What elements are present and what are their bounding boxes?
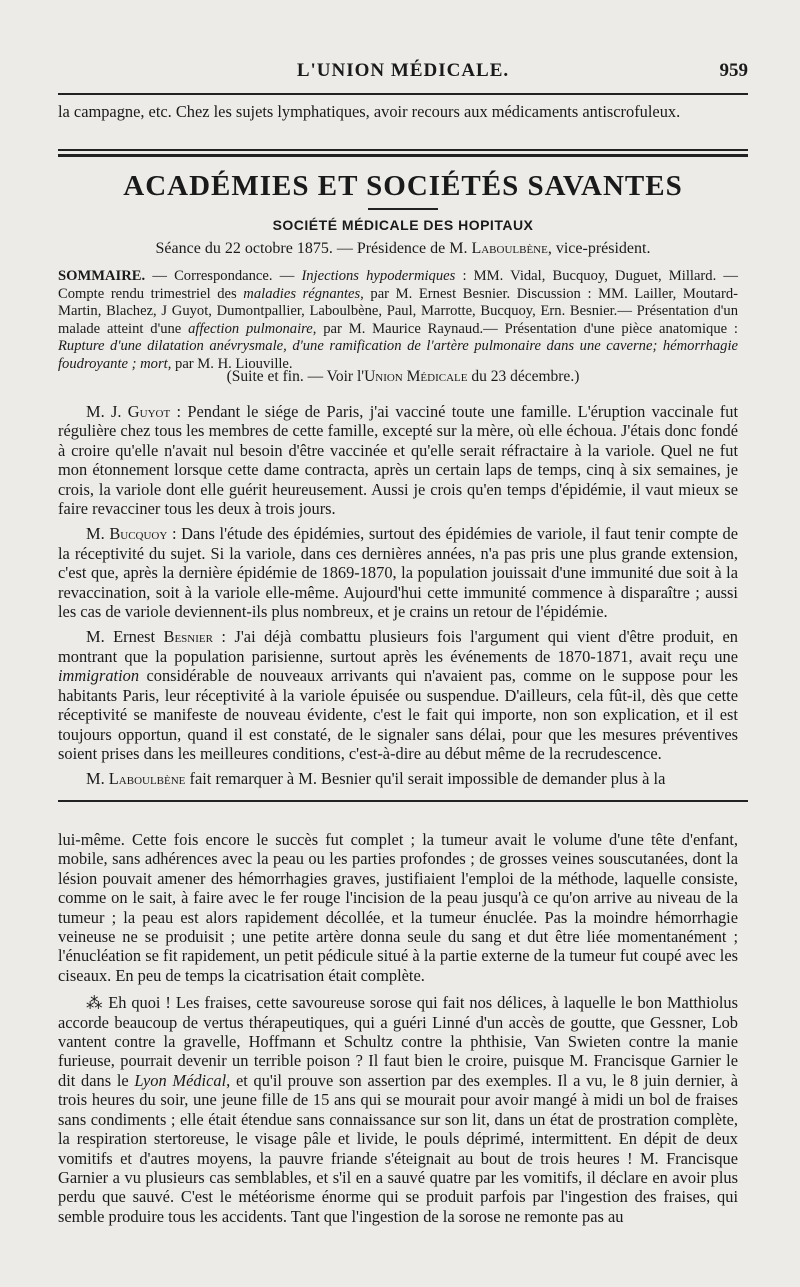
summary-topic-1: Injections hypodermiques bbox=[301, 268, 456, 284]
besnier-speaker-prefix: M. Ernest bbox=[86, 627, 156, 647]
summary-text-4: , par M. Maurice Raynaud.— Présentation d'une pièce anatomique : bbox=[312, 320, 738, 337]
opening-text bbox=[58, 102, 738, 121]
summary-text-1: — Correspondance. — bbox=[145, 268, 302, 284]
running-head bbox=[58, 60, 748, 88]
besnier-speaker: Besnier bbox=[163, 627, 213, 647]
asterism-mark: ⁂ bbox=[86, 993, 104, 1013]
summary-block bbox=[58, 268, 738, 374]
society-title: SOCIÉTÉ MÉDICALE DES HOPITAUX bbox=[272, 217, 534, 233]
session-suffix: , vice-président. bbox=[547, 240, 651, 257]
besnier-text-2: considérable de nouveaux arrivants qui n'avaient pas, comme on le suppose pour les habitants Paris, leur réceptivité à la variole épuisée ou suspendue. D'ailleurs, cela fût-il, dès que cette réceptivité se manifeste de nouveau évidente, c'est le fait qui importe, non son explication, et il est toujours opportun, quand il est constaté, de le signaler sans délai, pour que les mesures préventives soient prises dans les meilleures conditions, c'est-à-dire au début même de la recrudescence. bbox=[58, 666, 738, 763]
bucquoy-paragraph bbox=[58, 524, 738, 621]
besnier-paragraph bbox=[58, 627, 738, 763]
summary-label: SOMMAIRE. bbox=[58, 268, 146, 284]
laboulbene-speaker: Laboulbène bbox=[108, 769, 186, 789]
laboulbene-text: fait remarquer à M. Besnier qu'il serait impossible de demander plus à la bbox=[185, 769, 666, 789]
besnier-italic: immigration bbox=[58, 666, 140, 686]
bucquoy-text: : Dans l'étude des épidémies, surtout des épidémies de variole, il faut tenir compte de la réceptivité du sujet. Si la variole, dans ces dernières années, n'a pas pris une plus grande extension, c'est que, après la dernière épidémie de 1869-1870, la population jouissait d'une immunité due soit à la revaccination, soit à la variole elle-même. Aujourd'hui cette immunité commence à disparaître ; aussi les cas de variole deviennent-ils plus nombreux, et je crains un retour de l'épidémie. bbox=[58, 524, 738, 622]
feuilleton-paragraph-1: lui-même. Cette fois encore le succès fut complet ; la tumeur avait le volume d'une tête d'enfant, mobile, sans adhérences avec la peau ou les parties profondes ; de grosses veines souscutanées, dont la lésion pouvait amener des hémorrhagies graves, justifiaient l'emploi de la méthode, laquelle consiste, comme on le sait, à faire avec le fer rouge l'incision de la peau jusqu'à ce qu'on arrive au niveau de la tumeur ; la peau est alors rapidement décollée, et la tumeur énuclée. Pas la moindre hémorrhagie veineuse ne se produisit ; une petite artère donna seule du sang et dut être liée momentanément ; l'énucléation se fit rapidement, un petit pédicule situé à la partie externe de la tumeur fut coupé avec les ciseaux. En peu de temps la cicatrisation était complète. bbox=[58, 830, 738, 985]
besnier-text-1: : J'ai déjà combattu plusieurs fois l'argument qui vient d'être produit, en montrant que la population parisienne, surtout après les événements de 1870-1871, avait reçu une bbox=[58, 627, 738, 666]
session-prefix: Séance du 22 octobre 1875. — Présidence de M. bbox=[155, 240, 468, 257]
header-rule bbox=[58, 93, 748, 95]
opening-paragraph: la campagne, etc. Chez les sujets lymphatiques, avoir recours aux médicaments antiscrofuleux. bbox=[58, 102, 681, 121]
feuilleton-text bbox=[58, 830, 738, 1226]
summary-topic-4: Rupture d'une dilatation anévrysmale, d'une ramification de l'artère pulmonaire dans une caverne; hémorrhagie foudroyante ; mort bbox=[58, 338, 738, 372]
suite-prefix: (Suite et fin. — Voir l' bbox=[226, 368, 365, 385]
running-title: L'UNION MÉDICALE. bbox=[296, 60, 510, 81]
fraises-text-2: , et qu'il prouve son assertion par des exemples. Il a vu, le 8 juin dernier, à trois heures du soir, une jeune fille de 15 ans qui se mourait pour avoir mangé à midi un bol de fraises sans condiments ; elle était étendue sans connaissance sur son lit, dans un état de prostration complète, la respiration stertoreuse, le visage pâle et livide, le pouls déprimé, intermittent. En dépit de deux vomitifs et d'autres moyens, la pauvre friande s'éteignait au bout de trois heures ! M. Francisque Garnier a vu plusieurs cas semblables, et s'il en a sauvé quatre par les vomitifs, il déclare en avoir plus perdu que sauvé. C'est le météorisme énorme qui se produit parfois par l'ingestion des fraises, qui semble produire tous les accidents. Tant que l'ingestion de la sorose ne remonte pas au bbox=[58, 1070, 738, 1226]
section-title: ACADÉMIES ET SOCIÉTÉS SAVANTES bbox=[123, 170, 683, 202]
guyot-speaker: M. J. Guyot bbox=[86, 402, 171, 421]
session-line bbox=[58, 240, 748, 258]
fraises-text-1: Eh quoi ! Les fraises, cette savoureuse sorose qui fait nos délices, à laquelle le bon Matthiolus accorde beaucoup de vertus thérapeutiques, qui a guéri Linné d'un accès de goutte, que Gessner, Lob vantent contre la gravelle, Hoffmann et Schultz contre la phthisie, Van Swieten contre la manie furieuse, pourrait devenir un terrible poison ? Il faut bien le croire, puisque M. Francisque Garnier le dit dans le bbox=[58, 993, 739, 1090]
guyot-text: : Pendant le siége de Paris, j'ai vacciné toute une famille. L'éruption vaccinale fut régulière chez tous les membres de cette famille, excepté sur la mère, où elle échoua. J'étais donc fondé à croire qu'elle n'avait nul besoin d'être vaccinée et qu'elle serait réfractaire à la variole. Quel ne fut mon étonnement lorsque cette dame contracta, après un certain laps de temps, cinq à six semaines, je crois, la variole dont elle guérit heureusement. Aussi je crois qu'en temps d'épidémie, il vaut mieux se faire revacciner tous les deux à trois jours. bbox=[58, 402, 739, 519]
session-president: Laboulbène bbox=[471, 240, 548, 257]
suite-journal: Union Médicale bbox=[364, 368, 468, 385]
laboulbene-prefix: M. bbox=[86, 769, 105, 789]
guyot-paragraph bbox=[58, 402, 738, 518]
bucquoy-speaker: M. Bucquoy bbox=[86, 524, 168, 544]
suite-suffix: du 23 décembre.) bbox=[467, 368, 580, 385]
summary-text-5: , par M. H. Liouville. bbox=[167, 355, 293, 372]
laboulbene-paragraph bbox=[58, 769, 738, 788]
summary-topic-3: affection pulmonaire bbox=[188, 320, 313, 337]
section-title-dash bbox=[368, 208, 438, 210]
feuilleton-rule bbox=[58, 800, 748, 802]
summary-topic-2: maladies régnantes bbox=[243, 285, 361, 302]
feuilleton-paragraph-2 bbox=[58, 993, 738, 1226]
section-rule-top bbox=[58, 149, 748, 151]
summary-suite bbox=[58, 368, 748, 386]
page-number: 959 bbox=[719, 60, 748, 81]
summary-text-3: , par M. Ernest Besnier. Discussion : MM. Lailler, Moutard-Martin, Blachez, J Guyot, Dumontpallier, Laboulbène, Paul, Marrotte, Bucquoy, Ern. Besnier.— Présentation d'un malade atteint d'une bbox=[58, 285, 738, 337]
discussion-text bbox=[58, 402, 738, 789]
section-rule-bottom bbox=[58, 154, 748, 157]
lyon-medical: Lyon Médical bbox=[134, 1070, 227, 1090]
summary-text-2: : MM. Vidal, Bucquoy, Duguet, Millard. — Compte rendu trimestriel des bbox=[58, 268, 738, 302]
